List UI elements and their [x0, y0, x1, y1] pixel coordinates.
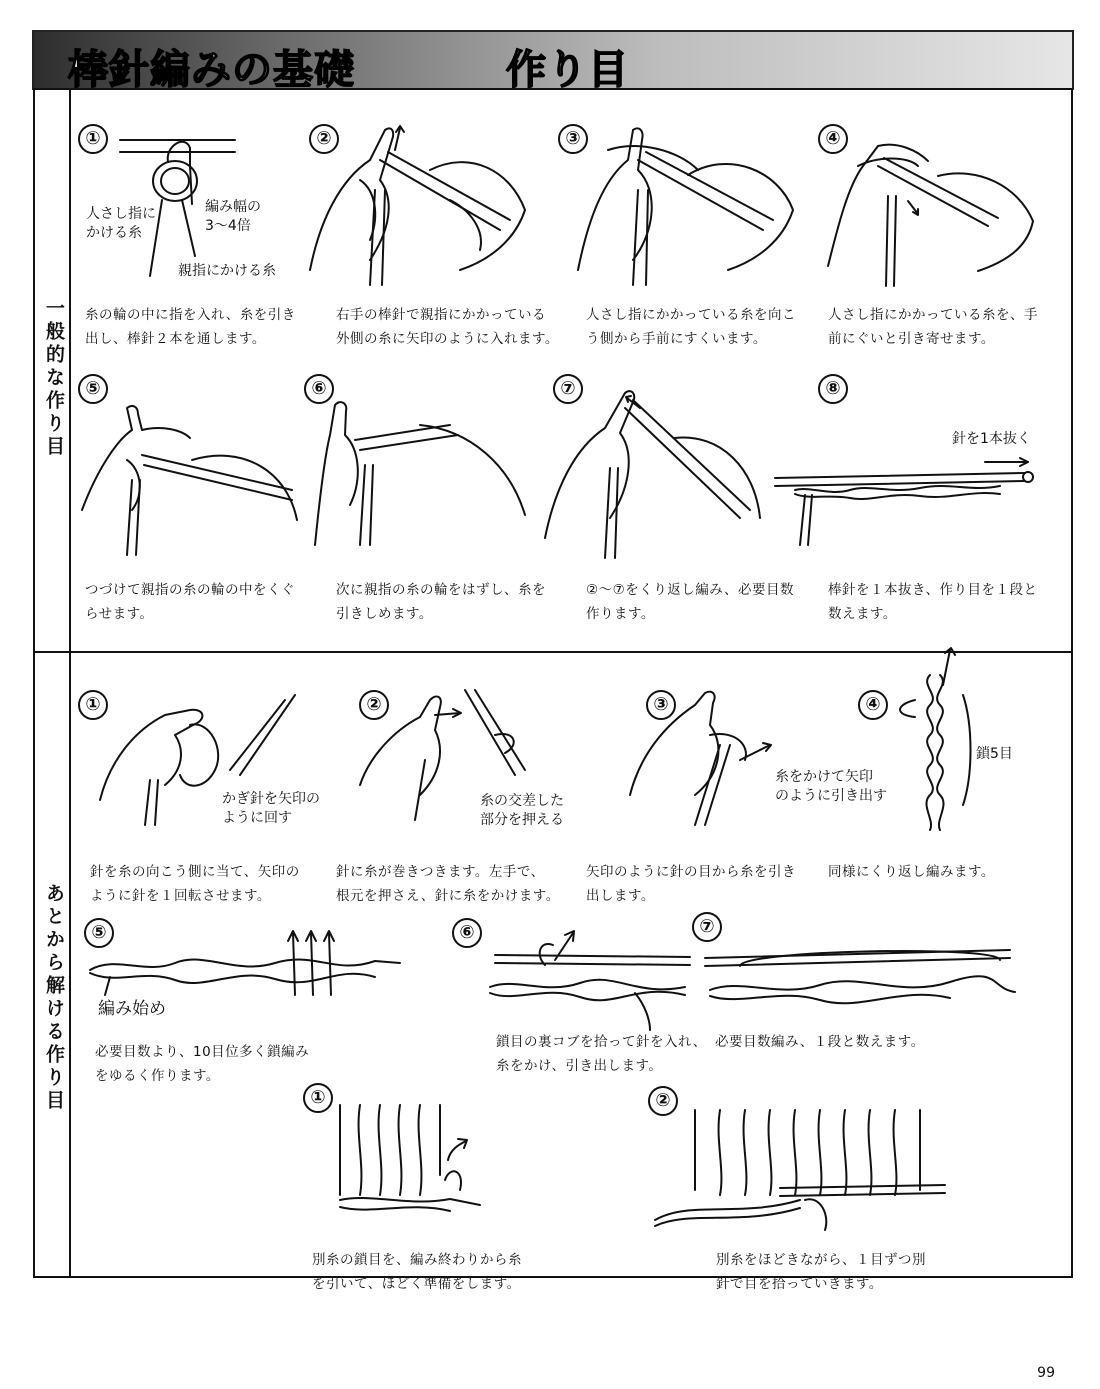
step-number: ⑥	[452, 918, 482, 948]
step-caption: 針を糸の向こう側に当て、矢印の ように針を１回転させます。	[90, 864, 300, 904]
step-number: ③	[646, 690, 676, 720]
step-label: 編み始め	[98, 999, 166, 1019]
step-label: 編み幅の 3～4倍	[205, 199, 261, 234]
step-number: ⑧	[818, 374, 848, 404]
step-illustration	[568, 120, 798, 290]
step-illustration	[72, 400, 302, 560]
step-illustration	[818, 126, 1043, 290]
page-number: 99	[1037, 1365, 1055, 1381]
step-number: ⑦	[553, 374, 583, 404]
step-caption: 右手の棒針で親指にかかっている 外側の糸に矢印のように入れます。	[336, 307, 559, 347]
step-illustration	[300, 395, 530, 565]
step-caption: 人さし指にかかっている糸を、手 前にぐいと引き寄せます。	[828, 307, 1038, 347]
page-subtitle: 作り目	[506, 47, 629, 93]
step-illustration	[485, 925, 700, 1035]
step-number: ①	[78, 690, 108, 720]
step-caption: つづけて親指の糸の輪の中をくぐ らせます。	[85, 582, 295, 622]
step-caption: 矢印のように針の目から糸を引き 出します。	[586, 864, 796, 904]
step-label: 糸をかけて矢印 のように引き出す	[775, 769, 887, 804]
step-caption: 人さし指にかかっている糸を向こ う側から手前にすくいます。	[586, 307, 796, 347]
step-number: ④	[818, 124, 848, 154]
title-bar	[32, 30, 1074, 93]
step-caption: ②～⑦をくり返し編み、必要目数 作ります。	[586, 582, 795, 622]
step-caption: 必要目数より、10目位多く鎖編み をゆるく作ります。	[95, 1044, 310, 1084]
step-number: ⑥	[304, 374, 334, 404]
step-illustration	[885, 645, 975, 850]
step-label: 人さし指に かける糸	[86, 206, 156, 241]
section-label: あとから解ける作り目	[43, 883, 65, 1113]
step-number: ②	[309, 124, 339, 154]
step-caption: 糸の輪の中に指を入れ、糸を引き 出し、棒針２本を通します。	[85, 307, 296, 347]
step-illustration	[650, 1100, 950, 1235]
step-caption: 鎖目の裏コブを拾って針を入れ、 糸をかけ、引き出します。	[496, 1034, 707, 1074]
step-number: ①	[78, 124, 108, 154]
step-caption: 必要目数編み、１段と数えます。	[715, 1034, 925, 1050]
step-illustration	[330, 1095, 500, 1230]
step-number: ④	[858, 690, 888, 720]
step-caption: 別糸の鎖目を、編み終わりから糸 を引いて、ほどく準備をします。	[312, 1252, 522, 1292]
step-caption: 別糸をほどきながら、１目ずつ別 針で目を拾っていきます。	[716, 1252, 926, 1292]
step-illustration	[85, 925, 410, 1005]
step-label: 糸の交差した 部分を押える	[480, 793, 564, 828]
step-number: ⑦	[692, 912, 722, 942]
step-illustration	[535, 378, 765, 563]
section-side-panel	[35, 653, 71, 1276]
step-label: 鎖5目	[976, 746, 1013, 762]
step-illustration	[300, 120, 530, 290]
step-illustration	[700, 930, 1025, 1010]
step-caption: 棒針を１本抜き、作り目を１段と 数えます。	[828, 582, 1038, 622]
step-label: かぎ針を矢印の ように回す	[222, 791, 320, 826]
section-label: 一般的な作り目	[43, 298, 65, 459]
step-number: ⑤	[84, 918, 114, 948]
step-label: 親指にかける糸	[178, 263, 276, 279]
step-number: ②	[359, 690, 389, 720]
page-title: 棒針編みの基礎	[68, 47, 355, 93]
step-label: 針を1本抜く	[952, 431, 1031, 447]
step-caption: 同様にくり返し編みます。	[828, 864, 995, 880]
section-side-panel	[35, 90, 71, 651]
step-illustration	[770, 450, 1040, 550]
step-caption: 針に糸が巻きつきます。左手で、 根元を押さえ、針に糸をかけます。	[336, 864, 560, 904]
step-number: ②	[648, 1086, 678, 1116]
step-caption: 次に親指の糸の輪をはずし、糸を 引きしめます。	[336, 582, 546, 622]
step-number: ⑤	[78, 374, 108, 404]
step-number: ①	[303, 1083, 333, 1113]
step-illustration	[625, 685, 795, 835]
step-number: ③	[558, 124, 588, 154]
